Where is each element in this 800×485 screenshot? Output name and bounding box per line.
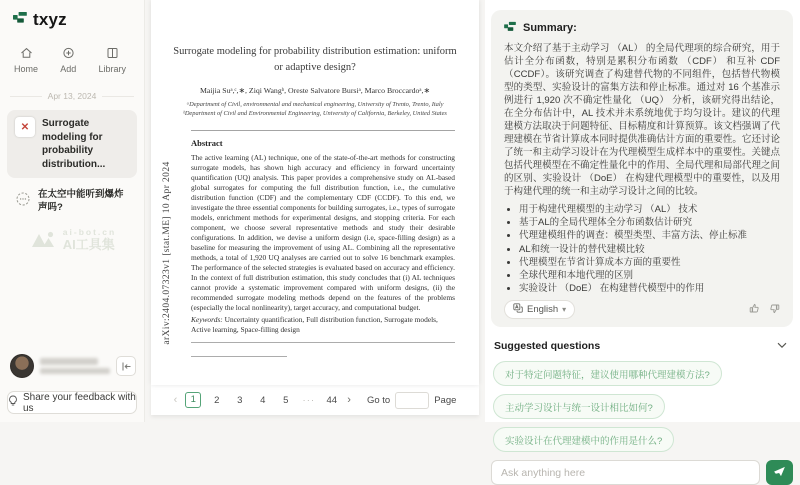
goto-page-group [367,392,456,409]
prev-page-button[interactable]: ‹ [173,394,178,406]
home-icon [20,47,33,61]
abstract-text: The active learning (AL) technique, one of the state-of-the-art methods for constructing surrogate models, has shown high accuracy and efficiency in forward uncertainty quantification (UQ) analysis. This paper provides a comprehensive study on AL-based global surrogates for computing the full distribution function, i.e., the cumulative distribution function (CDF) and the complementary CDF (CCDF). To this end, we investigate the three essential components for building surrogates, i.e., types of surrogate models, enrichment methods for experimental designs, and stopping criteria. For each component, we choose several representative methods and study their desirable configurations. In addition, we devise a uniform design (i.e, space-filling design) as a baseline for measuring the improvement of using AL. Combining all the representative methods, a total of 1,920 UQ analyses are carried out to solve 16 benchmark examples. The performance of the selected strategies is evaluated based on accuracy and efficiency. In the context of full distribution estimation, this study concludes that (i) AL techniques cannot provide a systematic improvement compared with uniform designs, (ii) the recommended surrogate modeling methods depend on the features of the problems (especially the local nonlinearity), target accuracy, and computational budget. [191,153,455,313]
add-icon [62,47,75,61]
user-row [0,354,144,385]
page-button-4[interactable]: 4 [260,394,266,406]
sidebar-item-chat[interactable] [7,185,137,219]
suggested-question-1[interactable]: 对于特定问题特征，建议使用哪种代理建模方法? [493,361,722,386]
watermark-line2: AI工具集 [62,236,115,252]
feedback-thumbs [749,301,780,319]
summary-bullet: • 基于AL的全局代理体全分布函数估计研究 [519,216,780,229]
collapse-sidebar-button[interactable] [116,356,136,376]
chat-bubble-icon [15,191,31,212]
date-label: Apr 13, 2024 [47,91,97,101]
thumbs-down-icon[interactable] [769,301,780,319]
nav-home-label: Home [14,64,39,74]
library-icon [106,47,119,61]
suggested-question-2[interactable]: 主动学习设计与统一设计相比如何? [493,394,665,419]
language-label: English [527,304,559,316]
suggested-questions-header[interactable] [494,340,787,352]
language-selector[interactable] [504,300,575,319]
summary-bullet: • AL和统一设计的替代建模比较 [519,243,780,256]
summary-header [504,21,780,35]
translate-icon [513,303,523,316]
caret-down-icon: ▾ [562,305,567,315]
page-button-5[interactable]: 5 [283,394,289,406]
watermark-logo-icon [28,227,58,254]
abstract-heading: Abstract [191,138,223,149]
summary-footer [504,300,780,319]
pdf-page[interactable] [151,0,479,385]
summary-bullet: • 用于构建代理模型的主动学习 （AL） 技术 [519,203,780,216]
sidebar [0,0,145,422]
goto-page-input[interactable] [395,392,429,409]
user-email-blurred [40,368,110,374]
nav-home[interactable] [14,47,38,74]
abstract-top-rule [191,130,455,131]
app-logo[interactable] [0,0,144,30]
paper-authors: Maijia Suᵃ,ᶜ,∗, Ziqi Wangᵇ, Oreste Salvatore Bursiᵃ, Marco Broccardoᵃ,∗ [199,85,431,95]
page-button-1[interactable]: 1 [185,392,201,408]
chevron-down-icon [777,340,787,352]
summary-bullet-list [504,203,780,295]
nav-library[interactable] [98,47,126,74]
summary-bullet: • 代理模型在节省计算成本方面的重要性 [519,256,780,269]
pdf-viewer [145,0,485,422]
page-ellipsis: ··· [302,394,316,406]
user-info-blurred [40,358,110,374]
keywords-text: Uncertainty quantification, Full distribution function, Surrogate models, Active learning, Space-filling design [191,315,438,335]
footnote-rule [191,356,287,357]
txyz-mark-icon [504,21,517,35]
affiliation-1: ᵃDepartment of Civil, environmental and mechanical engineering, University of Trento, Trento, Italy [186,100,444,108]
page-button-3[interactable]: 3 [237,394,243,406]
ask-input[interactable] [491,460,760,485]
paper-affiliations [165,100,465,120]
ask-row [491,460,793,485]
page-label: Page [434,394,457,406]
affiliation-2: ᵇDepartment of Civil and Environmental Engineering, University of California, Berkeley, United States [183,110,447,118]
summary-card [491,10,793,327]
nav-library-label: Library [98,64,126,74]
next-page-button[interactable]: › [347,394,351,406]
send-button[interactable] [766,460,793,485]
pdf-file-icon: ✕ [15,117,35,137]
sidebar-nav [0,30,144,74]
summary-heading: Summary: [523,22,577,34]
thread-title: 在太空中能听到爆炸声吗? [38,189,124,213]
nav-add-label: Add [60,64,77,74]
pagination-bar [151,385,479,415]
user-name-blurred [40,358,98,365]
summary-bullet: • 代理建模组件的调查：模型类型、丰富方法、停止标准 [519,229,780,242]
thread-title: Surrogate modeling for probability distribution... [42,118,106,170]
nav-add[interactable] [60,47,76,74]
app-title: txyz [33,10,67,29]
thumbs-up-icon[interactable] [749,301,760,319]
feedback-label: Share your feedback with us [23,391,136,414]
abstract-bottom-rule [191,342,455,343]
suggested-heading-label: Suggested questions [494,340,601,353]
summary-bullet: • 实验设计 （DoE） 在构建替代模型中的作用 [519,282,780,295]
watermark-line1: ai-bot.cn [62,226,117,237]
assistant-panel [485,0,800,447]
keywords-label: Keywords: [191,315,223,325]
summary-bullet: • 全球代理和本地代理的区别 [519,269,780,282]
goto-label: Go to [366,394,391,406]
txyz-logo-icon [13,11,28,29]
avatar[interactable] [10,354,34,378]
date-divider [10,91,134,101]
sidebar-item-paper[interactable] [7,110,137,178]
page-button-2[interactable]: 2 [214,394,220,406]
arxiv-stamp: arXiv:2404.07323v1 [stat.ME] 10 Apr 2024 [162,161,172,345]
paper-title: Surrogate modeling for probability distribution estimation: uniform or adaptive design? [173,46,457,74]
suggested-question-3[interactable]: 实验设计在代理建模中的作用是什么? [493,427,674,452]
feedback-button[interactable] [7,391,137,414]
send-plane-icon [773,465,786,481]
lightbulb-icon [8,395,18,410]
summary-body: 本文介绍了基于主动学习 （AL） 的全局代理项的综合研究，用于估计全分布函数，特别是累积分布函数 （CDF） 和互补 CDF （CCDF）。该研究调查了构建替代物的不同组件，包括替代物模型的类型、实验设计的富集方法和停止标准。通过对 16 个基准示例进行 1,920 次不确定性量化 （UQ） 分析，该研究得出结论，在全分布估计中，AL 技术并未系统地优于均匀设计。建议的代理建模方法取决于问题特征、目标精度和计算预算。该文档强调了代理建模在节省计算成本同时提供准确估计方面的重要性。它还讨论了统一和主动学习设计在为代理模型生成样本中的重要性。关键点包括代理模型在不确定性量化中的作用、全局代理和局部代理之间的区别、实验设计 （DoE） 在构建代理模型中的重要性，以及用于构建代理的统一和主动学习设计之间的比较。 [504,43,780,197]
watermark [0,227,144,254]
page-button-44[interactable]: 44 [326,394,338,406]
paper-keywords [191,315,455,335]
